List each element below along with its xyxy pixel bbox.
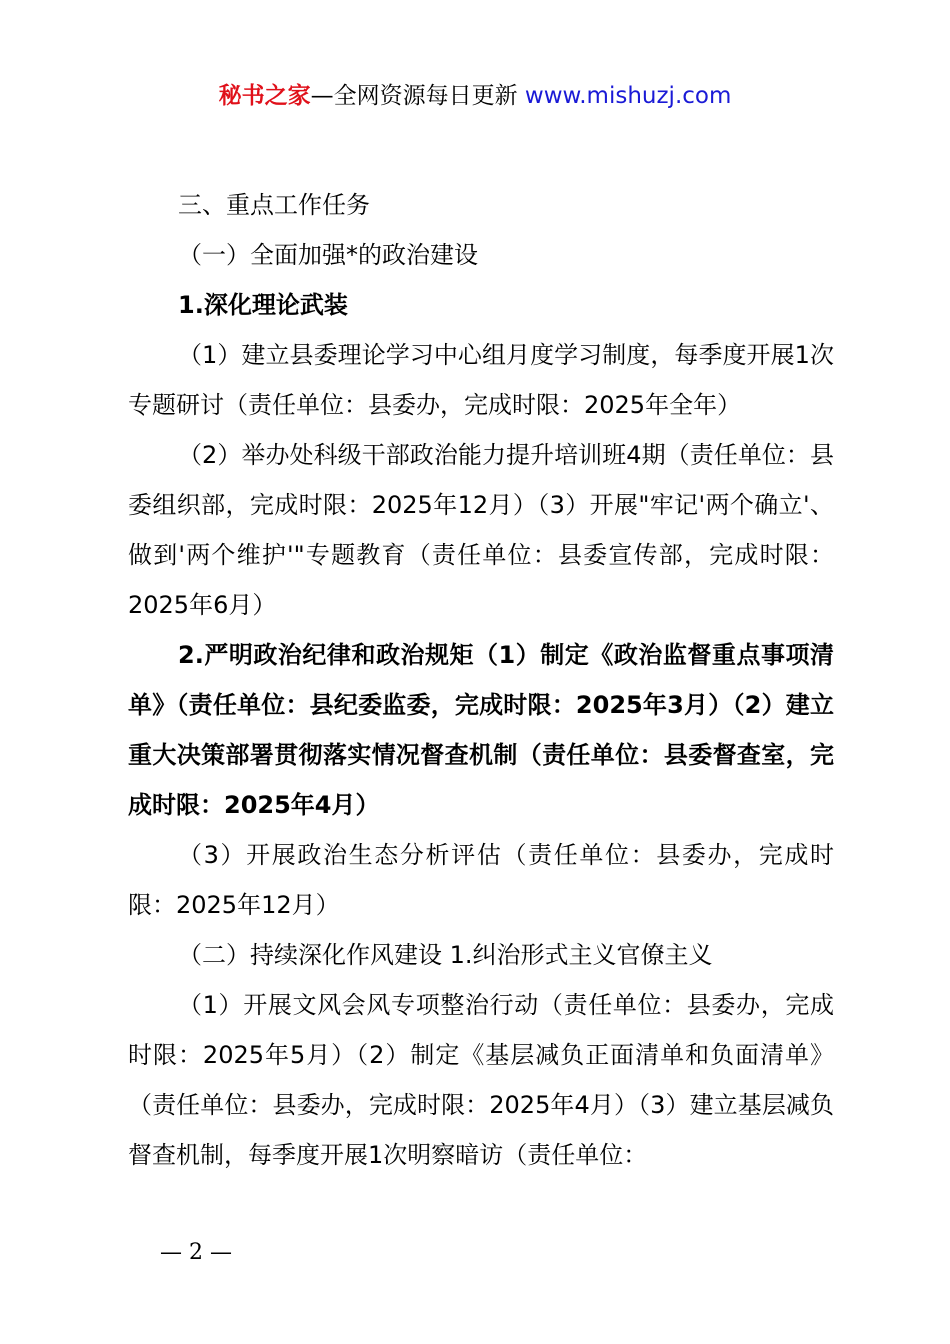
- page-number: — 2 —: [160, 1240, 232, 1265]
- item-heading-discipline: 2.严明政治纪律和政治规矩（1）制定《政治监督重点事项清单》（责任单位：县纪委监委，完成时限：2025年3月）（2）建立重大决策部署贯彻落实情况督查机制（责任单位：县委督查室，完成时限：2025年4月）: [128, 641, 834, 819]
- paragraph-task-1: （1）建立县委理论学习中心组月度学习制度，每季度开展1次专题研讨（责任单位：县委办，完成时限：2025年全年）: [128, 341, 834, 419]
- paragraph-task-2: （2）举办处科级干部政治能力提升培训班4期（责任单位：县委组织部，完成时限：2025年12月）（3）开展"牢记'两个确立'、做到'两个维护'"专题教育（责任单位：县委宣传部，完成时限：2025年6月）: [128, 441, 834, 619]
- site-header: [0, 80, 950, 112]
- site-url-link[interactable]: www.mishuzj.com: [524, 83, 732, 109]
- section-heading: 三、重点工作任务: [178, 191, 370, 219]
- paragraph-task-4: （1）开展文风会风专项整治行动（责任单位：县委办，完成时限：2025年5月）（2）制定《基层减负正面清单和负面清单》（责任单位：县委办，完成时限：2025年4月）（3）建立基层减负督查机制，每季度开展1次明察暗访（责任单位：: [128, 991, 834, 1169]
- item-heading-theory: 1.深化理论武装: [178, 291, 348, 319]
- header-slogan: —全网资源每日更新: [310, 83, 518, 109]
- paragraph-task-3: （3）开展政治生态分析评估（责任单位：县委办，完成时限：2025年12月）: [128, 841, 834, 919]
- document-body: [128, 180, 834, 1180]
- brand-name: 秘书之家: [218, 83, 311, 109]
- subsection-heading: （一）全面加强*的政治建设: [178, 241, 478, 269]
- subsection-heading-style: （二）持续深化作风建设 1.纠治形式主义官僚主义: [178, 941, 713, 969]
